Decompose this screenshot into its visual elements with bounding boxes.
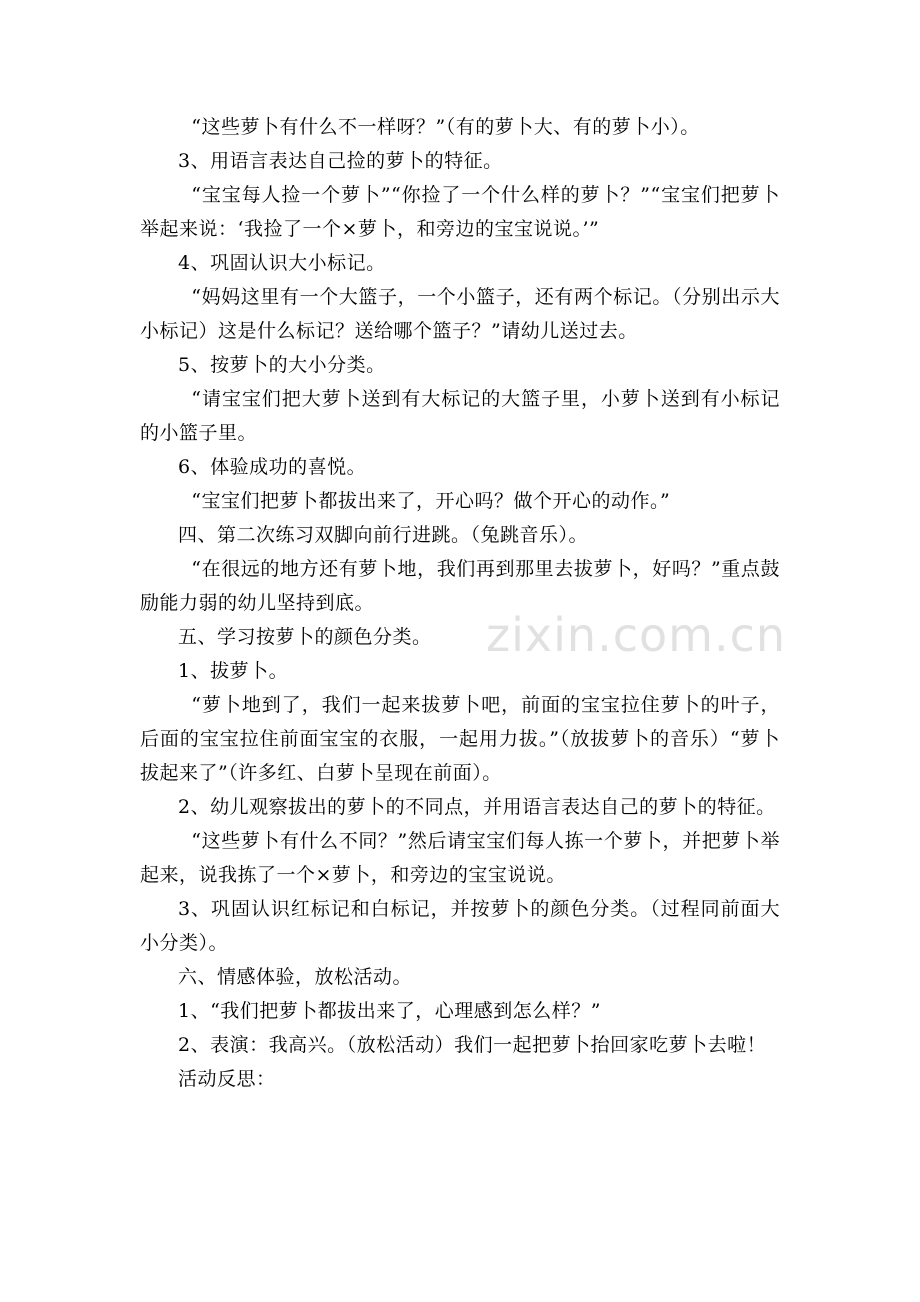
paragraph: 6、体验成功的喜悦。 [178,456,367,478]
paragraph: 2、表演：我高兴。（放松活动）我们一起把萝卜抬回家吃萝卜去啦！ [178,1034,767,1056]
paragraph: 五、学习按萝卜的颜色分类。 [178,626,432,648]
paragraph: 1、“我们把萝卜都拔出来了，心理感到怎么样？” [178,1000,602,1022]
paragraph: 2、幼儿观察拔出的萝卜的不同点，并用语言表达自己的萝卜的特征。 [178,796,776,818]
paragraph: “这些萝卜有什么不一样呀？”（有的萝卜大、有的萝卜小）。 [191,116,700,138]
paragraph: “在很远的地方还有萝卜地，我们再到那里去拔萝卜，好吗？”重点鼓励能力弱的幼儿坚持到底。 [140,558,780,614]
paragraph: 5、按萝卜的大小分类。 [178,354,386,376]
watermark: zixin.com.cn [486,608,787,662]
paragraph: “萝卜地到了，我们一起来拔萝卜吧，前面的宝宝拉住萝卜的叶子，后面的宝宝拉住前面宝宝的衣服，一起用力拔。”（放拔萝卜的音乐）“萝卜拔起来了”（许多红、白萝卜呈现在前面）。 [140,694,780,784]
document-body [140,110,780,1096]
paragraph: “这些萝卜有什么不同？”然后请宝宝们每人拣一个萝卜，并把萝卜举起来，说我拣了一个×萝卜，和旁边的宝宝说说。 [140,830,780,886]
paragraph: 4、巩固认识大小标记。 [178,252,386,274]
paragraph: 四、第二次练习双脚向前行进跳。（兔跳音乐）。 [178,524,589,546]
paragraph: 3、用语言表达自己捡的萝卜的特征。 [178,150,503,172]
paragraph: 1、拔萝卜。 [178,660,289,682]
paragraph: “妈妈这里有一个大篮子，一个小篮子，还有两个标记。（分别出示大小标记）这是什么标记？送给哪个篮子？”请幼儿送过去。 [140,286,780,342]
paragraph: “宝宝每人捡一个萝卜”“你捡了一个什么样的萝卜？”“宝宝们把萝卜举起来说：‘我捡了一个×萝卜，和旁边的宝宝说说。’” [140,184,780,240]
paragraph: 3、巩固认识红标记和白标记，并按萝卜的颜色分类。（过程同前面大小分类）。 [140,898,780,954]
paragraph: 六、情感体验，放松活动。 [178,966,413,988]
paragraph: “请宝宝们把大萝卜送到有大标记的大篮子里，小萝卜送到有小标记的小篮子里。 [140,388,780,444]
paragraph: “宝宝们把萝卜都拔出来了，开心吗？做个开心的动作。” [191,490,671,512]
paragraph: 活动反思： [178,1068,276,1090]
